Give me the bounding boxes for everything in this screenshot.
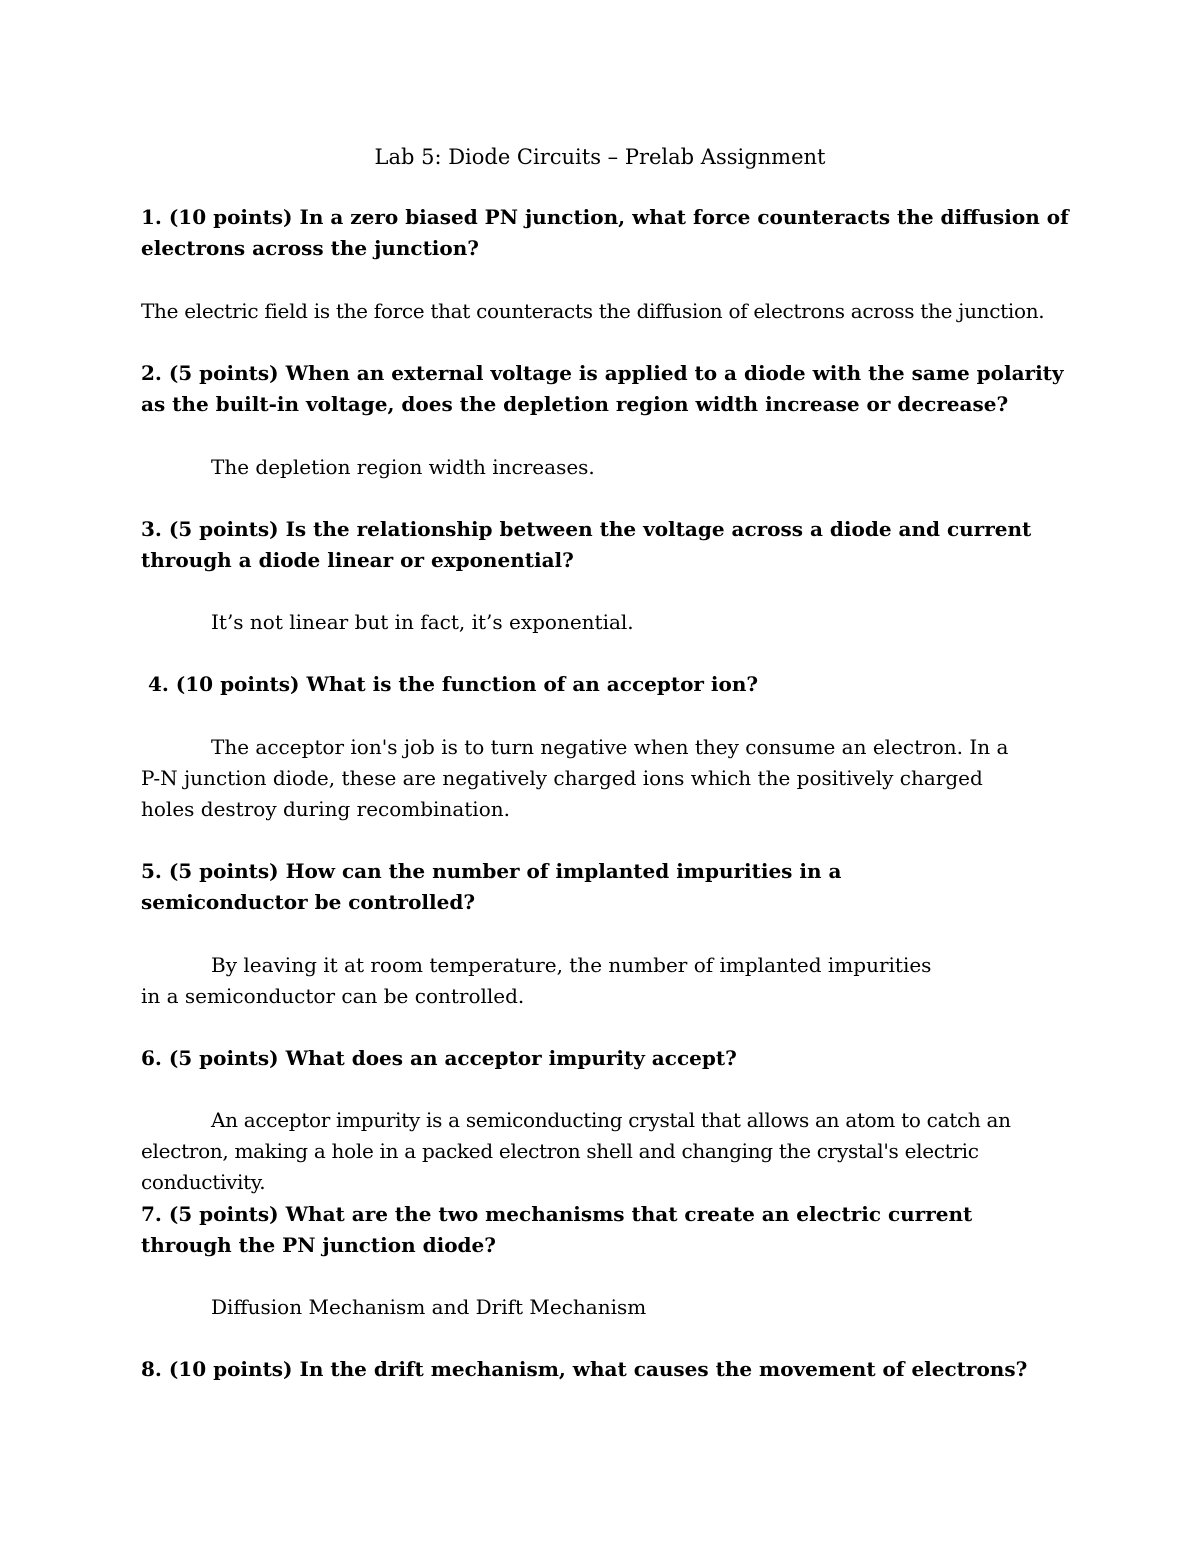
answer-5: By leaving it at room temperature, the number of implanted impurities in a semiconductor can be controlled.	[141, 953, 932, 1008]
question-2: 2. (5 points) When an external voltage is applied to a diode with the same polarity as the built-in voltage, does the depletion region width increase or decrease?	[141, 361, 1064, 416]
question-6: 6. (5 points) What does an acceptor impurity accept?	[141, 1046, 737, 1070]
question-4: 4. (10 points) What is the function of an acceptor ion?	[141, 672, 759, 696]
question-3: 3. (5 points) Is the relationship between the voltage across a diode and current through a diode linear or exponential?	[141, 517, 1032, 572]
answer-6: An acceptor impurity is a semiconducting crystal that allows an atom to catch an electron, making a hole in a packed electron shell and changing the crystal's electric conductivity.	[141, 1108, 1011, 1194]
document-title: Lab 5: Diode Circuits – Prelab Assignment	[374, 145, 826, 169]
answer-7: Diffusion Mechanism and Drift Mechanism	[211, 1295, 647, 1319]
answer-1: The electric field is the force that counteracts the diffusion of electrons across the junction.	[141, 299, 1045, 323]
answer-3: It’s not linear but in fact, it’s exponential.	[211, 610, 634, 634]
answer-4: The acceptor ion's job is to turn negative when they consume an electron. In a P-N junction diode, these are negatively charged ions which the positively charged holes destroy during recombination.	[141, 735, 1009, 821]
question-8: 8. (10 points) In the drift mechanism, what causes the movement of electrons?	[141, 1357, 1028, 1381]
question-5: 5. (5 points) How can the number of implanted impurities in a semiconductor be controlled?	[141, 859, 842, 914]
question-1: 1. (10 points) In a zero biased PN junction, what force counteracts the diffusion of electrons across the junction?	[141, 205, 1069, 260]
question-7: 7. (5 points) What are the two mechanisms that create an electric current through the PN junction diode?	[141, 1202, 973, 1257]
answer-2: The depletion region width increases.	[211, 455, 595, 479]
